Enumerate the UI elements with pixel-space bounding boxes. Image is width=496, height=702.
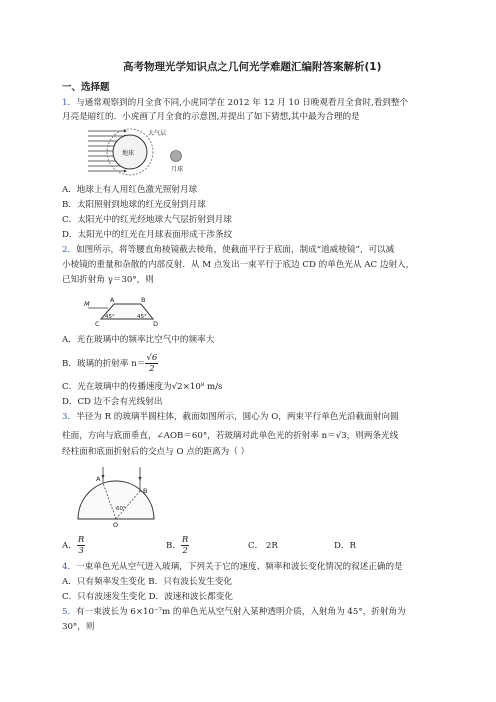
q3-stem-line1: 3．半径为 R 的玻璃半圆柱体，截面如图所示，圆心为 O，两束平行单色光沿截面射向圆: [62, 412, 399, 422]
svg-text:45°: 45°: [137, 314, 147, 320]
svg-text:O: O: [113, 521, 119, 529]
q1-number: 1．: [62, 98, 77, 108]
q2-stem-line2: 小棱镜的重量和杂散的内部反射．从 M 点发出一束平行于底边 CD 的单色光从 AC 边射入，: [62, 260, 415, 270]
q3-option-b: B． $\frac{R}{2}$: [166, 535, 189, 556]
svg-text:B: B: [143, 487, 148, 495]
q4-number: 4．: [62, 562, 77, 572]
q3-options-row: [62, 532, 85, 560]
q1-stem-line1: 1．与通常观察到的月全食不同,小虎同学在 2012 年 12 月 10 日晚观看月全食时,看到整个: [62, 98, 409, 108]
q3-number: 3．: [62, 412, 77, 422]
q3-stem-line3: 经柱面和底面折射后的交点与 O 点的距离为（ ）: [62, 447, 250, 457]
q1-option-a: A．地球上有人用红色激光照射月球: [62, 185, 198, 195]
q4-stem: 4．一束单色光从空气进入玻璃，下列关于它的速度、频率和波长变化情况的叙述正确的是: [62, 562, 403, 572]
q5-stem-line1: 5．有一束波长为 6×10⁻⁷m 的单色光从空气射入某种透明介质，入射角为 45°，折射角为: [62, 607, 406, 617]
document-title: 高考物理光学知识点之几何光学难题汇编附答案解析(1): [123, 61, 382, 73]
svg-text:45°: 45°: [105, 314, 115, 320]
q2-optb-fraction: $\frac{√6}{2}$: [146, 353, 158, 374]
svg-text:60°: 60°: [116, 506, 126, 512]
q1-option-b: B．太阳照射到地球的红光反射到月球: [62, 200, 206, 210]
svg-text:A: A: [96, 475, 101, 483]
q3-option-c: C． 2R: [248, 541, 278, 551]
svg-text:M: M: [84, 300, 90, 308]
svg-text:A: A: [110, 296, 115, 304]
svg-text:B: B: [141, 296, 146, 304]
q1-option-c: C．太阳光中的红光经地球大气层折射到月球: [62, 215, 232, 225]
earth-label: 地球: [122, 150, 135, 157]
q2-number: 2．: [62, 245, 77, 255]
q2-option-a: A．光在玻璃中的频率比空气中的频率大: [62, 335, 215, 345]
q2-option-d: D．CD 边不会有光线射出: [62, 397, 163, 407]
q1-option-d: D．太阳光中的红光在月球表面形成干涉条纹: [62, 230, 233, 240]
q3-semicircle-figure: [70, 463, 170, 531]
q2-prism-figure: [84, 294, 184, 328]
moon-circle: [171, 151, 182, 162]
q3-option-d: D．R: [334, 541, 356, 551]
q3-option-a: A． $\frac{R}{3}$: [62, 535, 85, 556]
q1-stem-line2: 月亮是暗红的．小虎画了月全食的示意图,并提出了如下猜想,其中最为合理的是: [62, 112, 360, 122]
q4-options-line2: C．只有波速发生变化 D．波速和波长都变化: [62, 592, 233, 602]
q5-stem-line2: 30°，则: [62, 622, 95, 632]
q5-number: 5．: [62, 607, 77, 617]
moon-label: 月球: [171, 166, 184, 173]
q2-option-c: C．光在玻璃中的传播速度为√2×10⁸ m/s: [62, 382, 223, 392]
svg-text:C: C: [95, 320, 100, 328]
q3-stem-line2: 柱面，方向与底面垂直，∠AOB＝60°，若玻璃对此单色光的折射率 n＝√3，则两条光线: [62, 431, 399, 441]
q4-options-line1: A．只有频率发生变化 B．只有波长发生变化: [62, 577, 232, 587]
q2-option-b: B．玻璃的折射率 n＝ $\frac{√6}{2}$: [62, 353, 158, 374]
q2-stem-line3: 已知折射角 γ＝30°，则: [62, 275, 154, 285]
q1-eclipse-figure: [86, 125, 196, 177]
q2-stem-line1: 2．如图所示，将等腰直角棱镜截去棱角，使截面平行于底面，制成“道威棱镜”，可以减: [62, 245, 395, 255]
atmosphere-label: 大气层: [148, 130, 167, 137]
svg-text:D: D: [153, 320, 159, 328]
section-heading: 一、选择题: [62, 82, 110, 93]
